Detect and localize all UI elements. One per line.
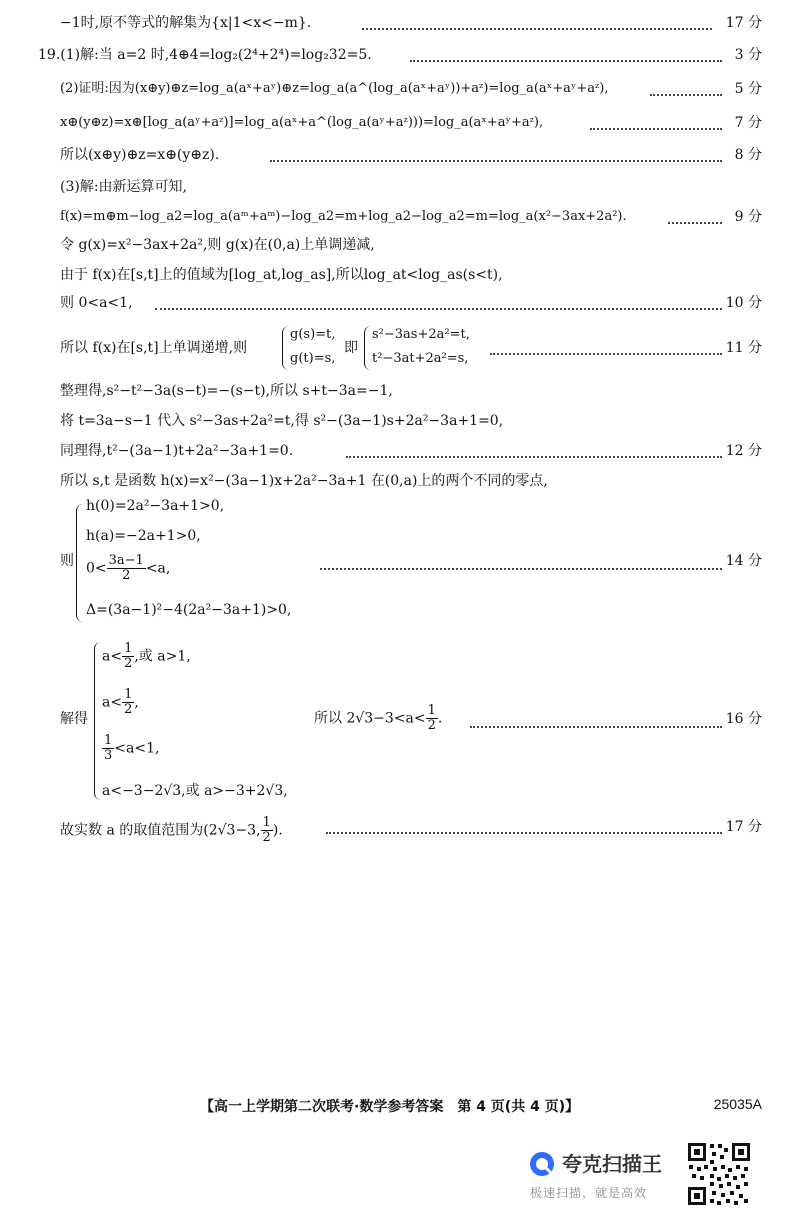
row-text: ).: [272, 822, 283, 839]
system-prefix: 解得: [60, 711, 88, 727]
system-row: g(s)=t,: [290, 327, 336, 342]
left-brace: [282, 326, 289, 370]
fraction-numerator: 3a−1: [108, 553, 144, 568]
dot-leader: [326, 832, 722, 834]
system-row: h(a)=−2a+1>0,: [86, 528, 201, 544]
fraction-denominator: 2: [262, 830, 271, 845]
condition-system: [0, 498, 800, 628]
answer-line: [0, 110, 800, 136]
fraction-denominator: 3: [104, 748, 113, 763]
answer-line: [0, 290, 800, 316]
solution-system: [0, 638, 800, 806]
answer-line: [0, 438, 800, 464]
dot-leader: [155, 308, 722, 310]
line-text: (2)证明:因为(x⊕y)⊕z=log_a(aˣ+aʸ)⊕z=log_a(a^(log_a(aˣ+aʸ))+aᶻ)=log_a(aˣ+aʸ+aᶻ),: [60, 81, 609, 96]
dot-leader: [410, 60, 722, 62]
line-text: 所以 s,t 是函数 h(x)=x²−(3a−1)x+2a²−3a+1 在(0,a)上的两个不同的零点,: [60, 473, 548, 489]
dot-leader: [490, 353, 722, 355]
row-text: .: [437, 710, 443, 727]
footer-title: 【高一上学期第二次联考·数学参考答案 第 4 页(共 4 页)】: [200, 1099, 580, 1115]
left-brace: [364, 326, 371, 370]
answer-line: [0, 232, 800, 258]
fraction: [122, 642, 134, 671]
answer-line: [0, 42, 800, 68]
score-label: 3 分: [734, 47, 762, 63]
line-text: 所以(x⊕y)⊕z=x⊕(y⊕z).: [60, 147, 220, 163]
row-text: <a,: [145, 560, 171, 577]
dot-leader: [362, 28, 712, 30]
score-label: 17 分: [725, 819, 762, 835]
page-footer: [0, 1096, 800, 1120]
line-text: 则 0<a<1,: [60, 295, 133, 311]
score-label: 14 分: [725, 553, 762, 569]
line-text: −1时,原不等式的解集为{x|1<x<−m}.: [60, 15, 312, 31]
dot-leader: [590, 128, 722, 130]
score-label: 9 分: [734, 209, 762, 225]
line-text: f(x)=m⊕m−log_a2=log_a(aᵐ+aᵐ)−log_a2=m+log_a2−log_a2=m=log_a(x²−3ax+2a²).: [60, 209, 627, 224]
dot-leader: [320, 568, 722, 570]
score-label: 17 分: [725, 15, 762, 31]
fraction-numerator: 1: [104, 733, 113, 748]
line-text: [60, 816, 283, 845]
line-text: (3)解:由新运算可知,: [60, 179, 187, 195]
score-label: 12 分: [725, 443, 762, 459]
scanner-watermark: [528, 1146, 678, 1206]
brand-slogan: 极速扫描，就是高效: [530, 1186, 648, 1200]
fraction: [426, 704, 438, 733]
answer-line: [0, 76, 800, 102]
row-text: a<: [102, 694, 123, 711]
answer-line: [0, 262, 800, 288]
score-label: 5 分: [734, 81, 762, 97]
fraction-numerator: 1: [427, 703, 436, 718]
row-text: 0<: [86, 560, 107, 577]
answer-line: [0, 142, 800, 168]
fraction-denominator: 2: [124, 702, 133, 717]
final-answer-line: [0, 814, 800, 848]
line-text: 整理得,s²−t²−3a(s−t)=−(s−t),所以 s+t−3a=−1,: [60, 383, 393, 399]
fraction: [102, 734, 114, 763]
conclusion-text: [314, 704, 442, 733]
line-text: 将 t=3a−s−1 代入 s²−3as+2a²=t,得 s²−(3a−1)s+2a²−3a+1=0,: [60, 413, 504, 429]
dot-leader: [270, 160, 722, 162]
score-label: 16 分: [725, 711, 762, 727]
qr-code-icon: [686, 1141, 752, 1207]
line-text: 所以 f(x)在[s,t]上单调递增,则: [60, 340, 248, 356]
answer-line: [0, 468, 800, 494]
line-text: 同理得,t²−(3a−1)t+2a²−3a+1=0.: [60, 443, 294, 459]
fraction: [261, 816, 273, 845]
row-text: a<: [102, 648, 123, 665]
row-text: 故实数 a 的取值范围为(2√3−3,: [60, 822, 261, 839]
fraction-numerator: 1: [124, 687, 133, 702]
answer-line: [0, 174, 800, 200]
system-row: [86, 554, 170, 583]
footer-code: 25035A: [713, 1096, 762, 1112]
score-label: 7 分: [734, 115, 762, 131]
answer-line: [0, 204, 800, 230]
system-row: a<−3−2√3,或 a>−3+2√3,: [102, 783, 288, 799]
quark-logo-icon: [528, 1150, 556, 1178]
row-text: ,: [134, 694, 139, 711]
left-brace: [94, 642, 101, 800]
system-row: Δ=(3a−1)²−4(2a²−3a+1)>0,: [86, 602, 292, 618]
system-row: [102, 734, 159, 763]
fraction-denominator: 2: [122, 568, 131, 583]
answer-line: [0, 408, 800, 434]
answer-line: [0, 10, 800, 36]
row-text: <a<1,: [114, 740, 160, 757]
system-row: t²−3at+2a²=s,: [372, 351, 469, 366]
system-row: [102, 642, 191, 671]
row-text: 所以 2√3−3<a<: [314, 710, 426, 727]
dot-leader: [650, 94, 722, 96]
system-row: h(0)=2a²−3a+1>0,: [86, 498, 225, 514]
line-text: 19.(1)解:当 a=2 时,4⊕4=log₂(2⁴+2⁴)=log₂32=5.: [38, 47, 372, 63]
fraction-numerator: 1: [262, 815, 271, 830]
score-label: 10 分: [725, 295, 762, 311]
fraction-denominator: 2: [124, 656, 133, 671]
system-row: g(t)=s,: [290, 351, 336, 366]
dot-leader: [346, 456, 722, 458]
system-row: [102, 688, 139, 717]
answer-line: [0, 378, 800, 404]
dot-leader: [470, 726, 722, 728]
left-brace: [76, 504, 83, 622]
fraction-numerator: 1: [124, 641, 133, 656]
brand-name: 夸克扫描王: [562, 1152, 662, 1176]
row-text: ,或 a>1,: [134, 648, 191, 665]
fraction: [122, 688, 134, 717]
line-text: 由于 f(x)在[s,t]上的值域为[log_at,log_as],所以log_at<log_as(s<t),: [60, 267, 503, 283]
line-text: 令 g(x)=x²−3ax+2a²,则 g(x)在(0,a)上单调递减,: [60, 237, 375, 253]
fraction-denominator: 2: [427, 718, 436, 733]
system-row: s²−3as+2a²=t,: [372, 327, 470, 342]
dot-leader: [668, 222, 722, 224]
answer-line: [0, 322, 800, 374]
fraction: [107, 554, 146, 583]
system-prefix: 则: [60, 553, 74, 569]
score-label: 11 分: [725, 340, 762, 356]
line-text: x⊕(y⊕z)=x⊕[log_a(aʸ+aᶻ)]=log_a(aˣ+a^(log_a(aʸ+aᶻ)))=log_a(aˣ+aʸ+aᶻ),: [60, 115, 544, 130]
score-label: 8 分: [734, 147, 762, 163]
line-text: 即: [344, 340, 358, 356]
